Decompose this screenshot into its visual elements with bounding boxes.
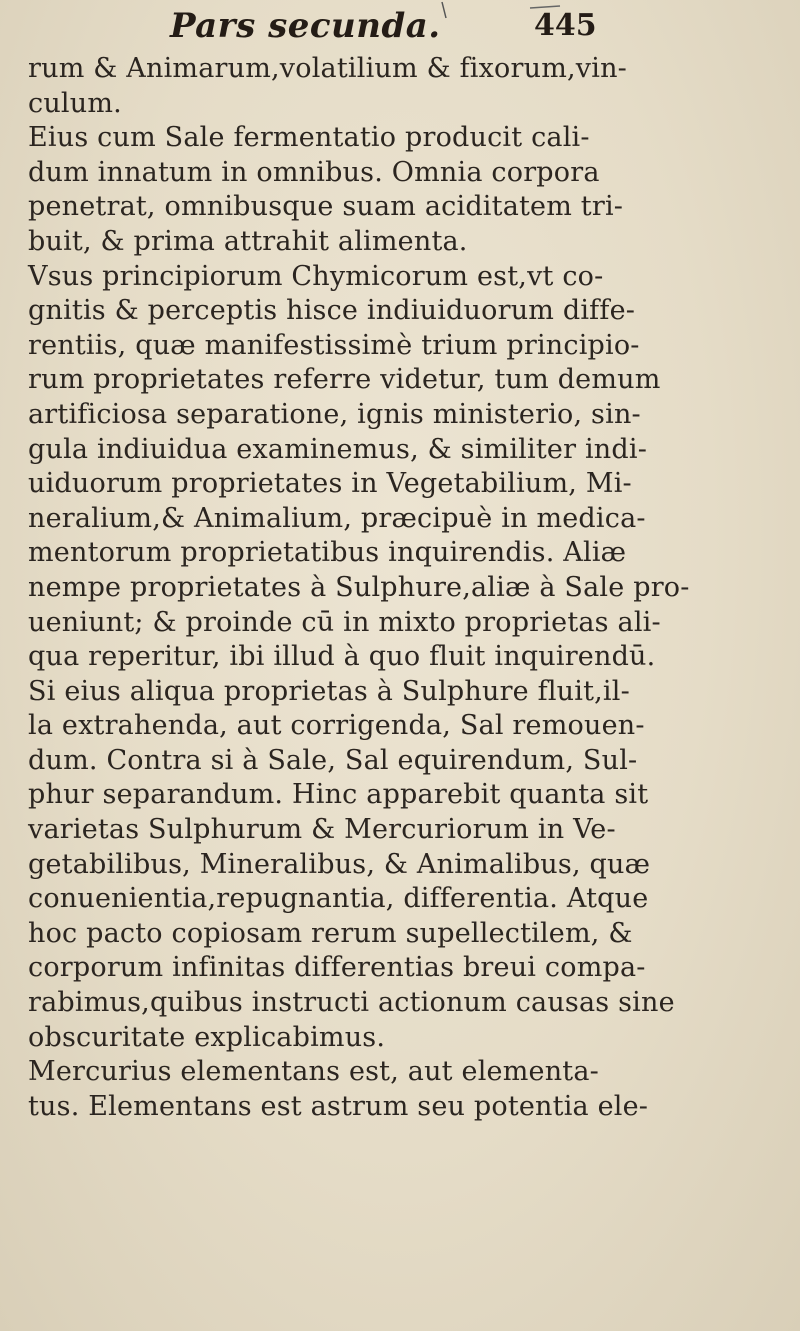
text-line: uiduorum proprietates in Vegetabilium, Mi- [28, 468, 632, 500]
text-line: penetrat, omnibusque suam aciditatem tri- [28, 191, 624, 223]
text-line: qua reperitur, ibi illud à quo fluit inquirendū. [28, 641, 656, 673]
text-line: ueniunt; & proinde cū in mixto proprietas ali- [28, 606, 661, 638]
text-line: rum & Animarum,volatilium & fixorum,vin- [28, 53, 627, 84]
text-line: phur separandum. Hinc apparebit quanta sit [28, 779, 649, 811]
text-line: dum. Contra si à Sale, Sal equirendum, Sul- [28, 744, 638, 776]
page-header [0, 6, 800, 58]
text-line: hoc pacto copiosam rerum supellectilem, & [28, 917, 633, 949]
text-line: Vsus principiorum Chymicorum est,vt co- [28, 260, 604, 292]
text-line: Mercurius elementans est, aut elementa- [28, 1056, 599, 1088]
text-line: getabilibus, Mineralibus, & Animalibus, quæ [28, 848, 651, 880]
text-line: corporum infinitas differentias breui compa- [28, 952, 646, 984]
body-text [28, 52, 788, 1124]
text-line: neralium,& Animalium, præcipuè in medica- [28, 502, 646, 534]
running-title: Pars secunda. [170, 6, 441, 46]
text-line: buit, & prima attrahit alimenta. [28, 225, 468, 257]
text-line: varietas Sulphurum & Mercuriorum in Ve- [28, 814, 616, 846]
page-number: 445 [534, 8, 597, 43]
text-line: Si eius aliqua proprietas à Sulphure fluit,il- [28, 675, 630, 707]
text-line: gula indiuidua examinemus, & similiter indi- [28, 433, 648, 465]
text-line: la extrahenda, aut corrigenda, Sal remouen- [28, 710, 645, 742]
text-line: mentorum proprietatibus inquirendis. Aliæ [28, 537, 627, 569]
text-line: nempe proprietates à Sulphure,aliæ à Sale pro- [28, 571, 690, 603]
text-line: dum innatum in omnibus. Omnia corpora [28, 156, 600, 188]
text-line: Eius cum Sale fermentatio producit cali- [28, 122, 590, 154]
text-line: tus. Elementans est astrum seu potentia ele- [28, 1090, 649, 1122]
text-line: culum. [28, 87, 122, 119]
text-line: artificiosa separatione, ignis ministerio, sin- [28, 398, 641, 430]
text-line: rentiis, quæ manifestissimè trium principio- [28, 329, 640, 361]
text-line: obscuritate explicabimus. [28, 1021, 386, 1053]
text-line: gnitis & perceptis hisce indiuiduorum diffe- [28, 295, 636, 327]
text-line: rabimus,quibus instructi actionum causas sine [28, 987, 675, 1019]
text-line: conuenientia,repugnantia, differentia. Atque [28, 883, 649, 915]
text-line: rum proprietates referre videtur, tum demum [28, 364, 661, 396]
